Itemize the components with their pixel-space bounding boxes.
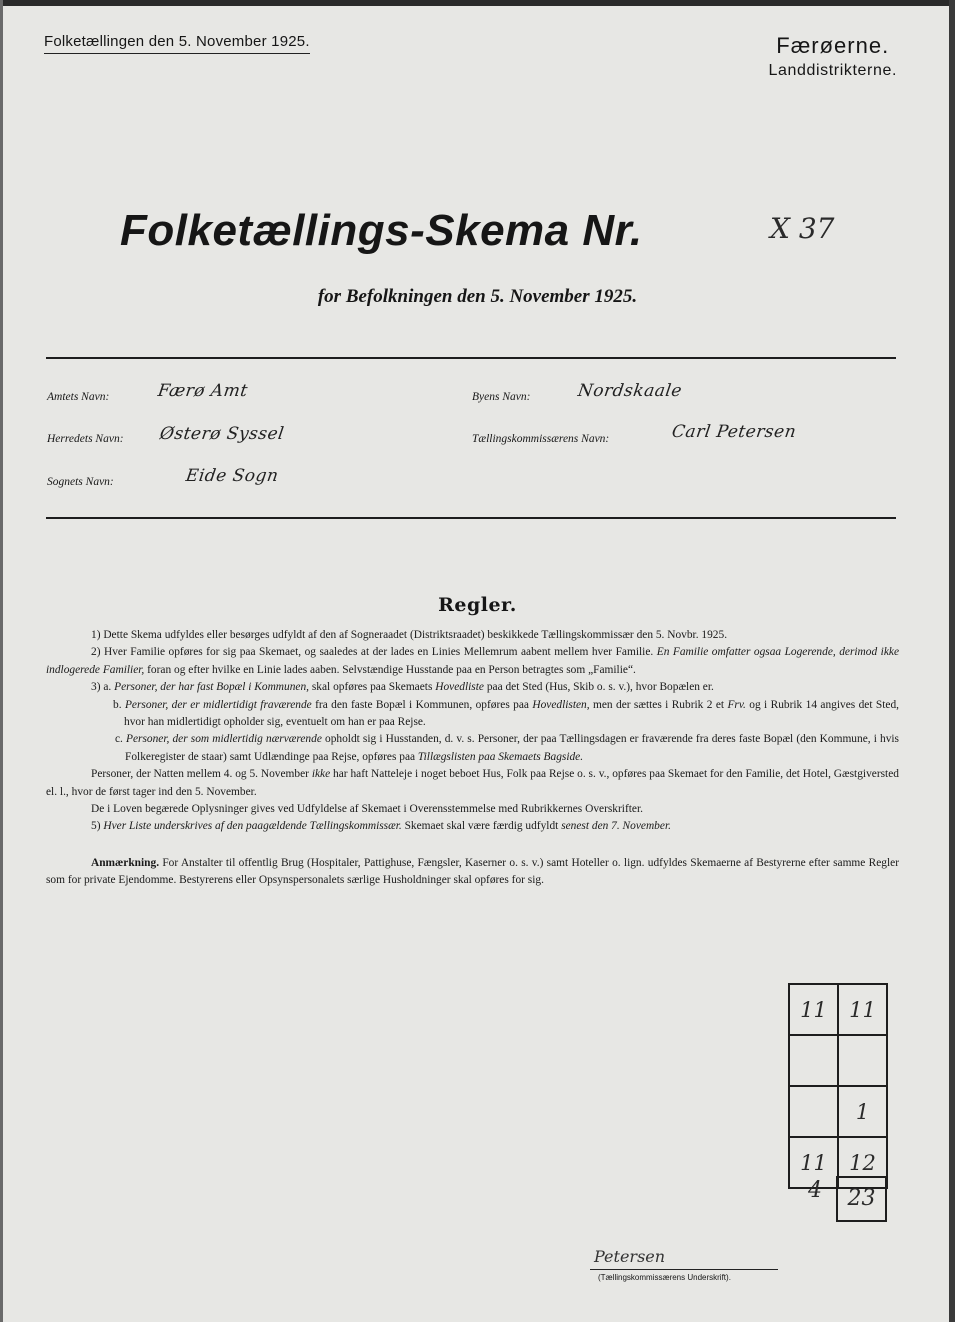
rules-text (46, 627, 899, 890)
herred-label: Herredets Navn: (47, 433, 124, 445)
tally-cell: 1 (838, 1086, 887, 1137)
rule-3c: c. Personer, der som midlertidig nærværende opholdt sig i Husstanden, d. v. s. Personer, der paa Tællingsdagen er fraværende fra deres faste Bopæl (den Kommune, i hvis Folkeregister de staar) samt Udlændinge paa Rejse, opføres paa Tillægslisten paa Skemaets Bagside. (115, 733, 899, 763)
tally-cell (789, 1035, 838, 1086)
kommissaer-label: Tællingskommissærens Navn: (472, 433, 610, 445)
region-name: Færøerne. (776, 33, 890, 58)
tally-cell: 11 (838, 984, 887, 1035)
tally-cell (789, 1086, 838, 1137)
region-header (769, 33, 898, 80)
form-subtitle: for Befolkningen den 5. November 1925. (317, 286, 638, 307)
sogn-value: Eide Sogn (184, 466, 280, 486)
signature-caption: (Tællingskommissærens Underskrift). (598, 1273, 731, 1282)
by-label: Byens Navn: (472, 391, 531, 403)
rule-2: 2) Hver Familie opføres for sig paa Skemaet, og saaledes at der lades en Linies Mellemrum aabent mellem hver Familie. En Familie omfatter ogsaa Logerende, derimod ikke indlogerede Familier, foran og efter hvilke en Linie lades aaben. Selvstændige Husstande paa en Person betragtes som „Familie“. (46, 646, 899, 676)
tally-cell (838, 1035, 887, 1086)
sogn-label: Sognets Navn: (47, 476, 114, 488)
by-value: Nordskaale (576, 381, 684, 401)
tally-cell: 12 (838, 1137, 887, 1188)
amt-label: Amtets Navn: (47, 391, 110, 403)
rule-3d: Personer, der Natten mellem 4. og 5. November ikke har haft Natteleje i noget beboet Hus, Folk paa Rejse o. s. v., opføres paa Skemaet for den Familie, det Hotel, Gæstgiversted el. l., hvor de først tager ind den 5. November. (46, 768, 899, 798)
remark-note: Anmærkning. For Anstalter til offentlig Brug (Hospitaler, Pattighuse, Fængsler, Kaserner o. s. v.) samt Hoteller o. lign. udfyldes Skemaerne af Bestyrerne efter samme Regler som for private Ejendomme. Bestyrerens eller Opsynspersonalets særlige Husholdninger skal opføres for sig. (46, 856, 899, 887)
tally-cell: 11 (789, 1137, 838, 1188)
rule-3a: 3) a. Personer, der har fast Bopæl i Kommunen, skal opføres paa Skemaets Hovedliste paa det Sted (Hus, Skib o. s. v.), hvor Bopælen er. (91, 681, 714, 694)
amt-value: Færø Amt (156, 381, 250, 401)
kommissaer-value: Carl Petersen (670, 422, 798, 442)
rule-5: 5) Hver Liste underskrives af den paagældende Tællingskommissær. Skemaet skal være færdig udfyldt senest den 7. November. (91, 820, 671, 833)
tally-grid (788, 983, 888, 1189)
divider-top (46, 357, 896, 359)
rule-4: De i Loven begærede Oplysninger gives ved Udfyldelse af Skemaet i Overensstemmelse med Rubrikkernes Overskrifter. (91, 803, 643, 816)
form-title: Folketællings-Skema Nr. (120, 206, 643, 255)
signature-handwritten: Petersen (594, 1247, 666, 1266)
rule-1: 1) Dette Skema udfyldes eller besørges udfyldt af den af Sogneraadet (Distriktsraadet) beskikkede Tællingskommissær den 5. Novbr. 1925. (91, 629, 728, 641)
rules-heading: Regler. (438, 594, 517, 616)
scan-right-edge (949, 0, 955, 1322)
signature-line (590, 1269, 778, 1270)
tally-extra-left: 4 (808, 1178, 822, 1203)
tally-cell: 11 (789, 984, 838, 1035)
scan-top-edge (0, 0, 955, 6)
district-type: Landdistrikterne. (768, 62, 897, 79)
tally-extra-right: 23 (836, 1176, 887, 1222)
rule-3b: b. Personer, der er midlertidigt fraværende fra den faste Bopæl i Kommunen, opføres paa Hovedlisten, men der sættes i Rubrik 2 et Frv. og i Rubrik 14 angives det Sted, hvor han midlertidigt opholder sig, eventuelt om han er paa Rejse. (113, 698, 899, 729)
scan-left-edge (0, 0, 3, 1322)
herred-value: Østerø Syssel (158, 424, 286, 444)
census-date-header: Folketællingen den 5. November 1925. (44, 33, 310, 54)
form-number-handwritten: X 37 (770, 212, 835, 245)
divider-bottom (46, 517, 896, 519)
